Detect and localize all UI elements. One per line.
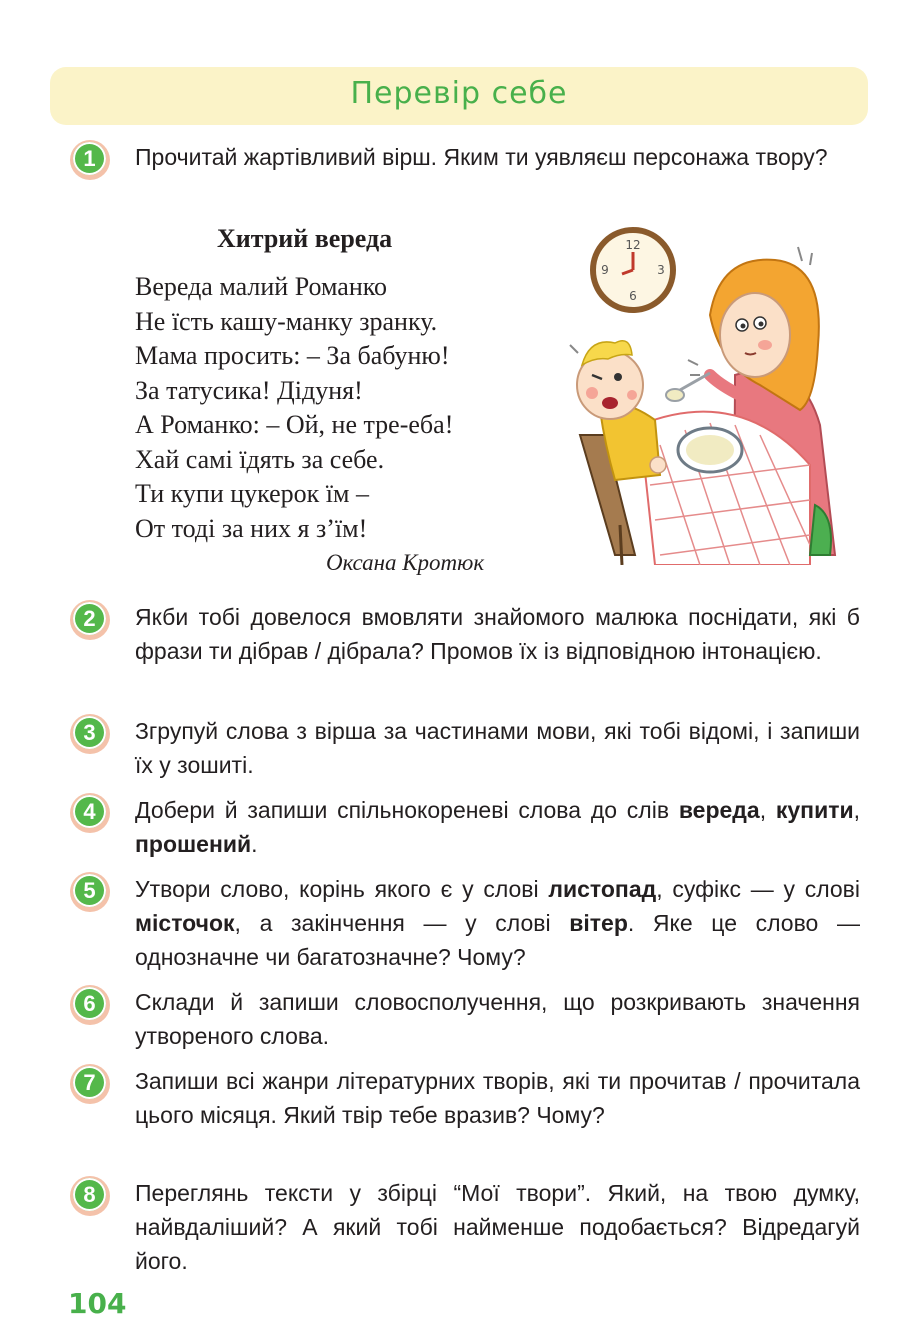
task-text: Запиши всі жанри літературних творів, які ти прочитав / прочитала цього місяця. Який твір тебе вразив? Чому?	[135, 1068, 860, 1128]
mother-feeding-boy-illustration	[560, 225, 850, 565]
svg-text:9: 9	[601, 263, 609, 277]
task-text: Прочитай жартівливий вірш. Яким ти уявляєш персонажа твору?	[135, 144, 828, 170]
page-number: 104	[68, 1287, 127, 1320]
poem-line: А Романко: – Ой, не тре-еба!	[135, 410, 454, 439]
task-number-badge: 2	[70, 600, 110, 640]
task-number-badge: 1	[70, 140, 110, 180]
task-number-badge: 4	[70, 793, 110, 833]
wall-clock-icon	[593, 230, 673, 310]
task-text: Якби тобі довелося вмовляти знайомого малюка поснідати, які б фрази ти дібрав / дібрала? Промов їх із відповідною інтонацією.	[135, 604, 860, 664]
svg-text:3: 3	[657, 263, 665, 277]
poem-line: Хай самі їдять за себе.	[135, 444, 385, 474]
poem-line: Ти купи цукерок їм –	[135, 479, 369, 508]
poem-line: Вереда малий Романко	[135, 272, 388, 301]
poem-line: От тоді за них я з’їм!	[135, 513, 368, 543]
task-number-badge: 5	[70, 872, 110, 912]
section-banner	[50, 67, 868, 125]
task-text: Згрупуй слова з вірша за частинами мови, які тобі відомі, і запиши їх у зошиті.	[135, 718, 860, 778]
task-text: Утвори слово, корінь якого є у слові листопад, суфікс — у слові місточок, а закінчення — у слові вітер. Яке це слово — однозначне чи багатозначне? Чому?	[135, 876, 860, 970]
task-text: Добери й запиши спільнокореневі слова до слів вереда, купити, прошений.	[135, 797, 861, 857]
task-number-badge: 6	[70, 985, 110, 1025]
poem-author: Оксана Кротюк	[326, 550, 485, 575]
task-number-badge: 3	[70, 714, 110, 754]
task-number-badge: 7	[70, 1064, 110, 1104]
task-text: Склади й запиши словосполучення, що розкривають значення утвореного слова.	[135, 989, 860, 1049]
poem	[135, 270, 453, 546]
svg-text:6: 6	[629, 289, 637, 303]
task-number-badge: 8	[70, 1176, 110, 1216]
poem-line: За татусика! Дідуня!	[135, 375, 363, 405]
poem-title: Хитрий вереда	[217, 224, 393, 253]
task-text: Переглянь тексти у збірці “Мої твори”. Який, на твою думку, найвдаліший? А який тобі найменше подобається? Відредагуй його.	[135, 1180, 860, 1274]
poem-line: Мама просить: – За бабуню!	[135, 341, 450, 370]
section-title: Перевір себе	[350, 76, 568, 111]
svg-text:12: 12	[625, 238, 641, 252]
poem-line: Не їсть кашу-манку зранку.	[135, 306, 438, 336]
